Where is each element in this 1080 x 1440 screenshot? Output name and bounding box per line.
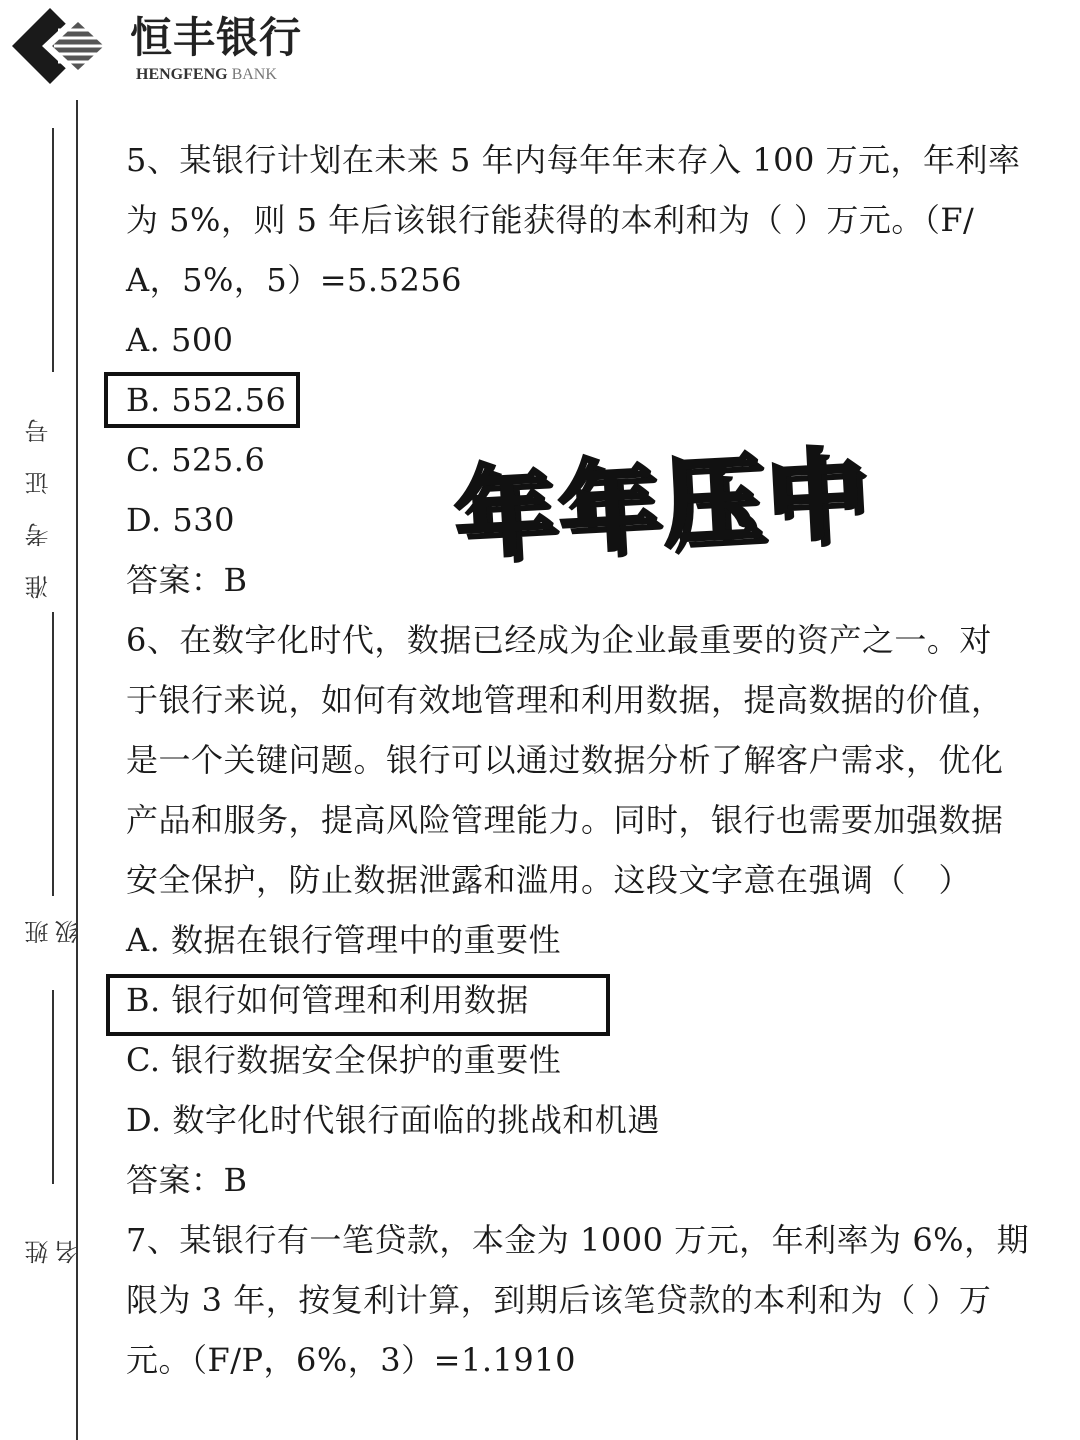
question-5-answer: 答案：B	[126, 561, 248, 599]
question-6-answer: 答案：B	[126, 1161, 248, 1199]
question-5-option-c: C. 525.6	[126, 441, 266, 479]
question-5-option-d: D. 530	[126, 501, 235, 539]
question-6-option-c: C. 银行数据安全保护的重要性	[126, 1041, 562, 1079]
question-5-option-a: A. 500	[126, 321, 234, 359]
bank-name-en	[136, 66, 277, 84]
bank-name-en-light: BANK	[227, 66, 277, 83]
question-7-stem-line: 元。（F/P，6%，3）=1.1910	[126, 1341, 576, 1379]
question-6-stem-line: 于银行来说，如何有效地管理和利用数据，提高数据的价值，	[126, 681, 1004, 719]
bank-name-cn: 恒丰银行	[130, 13, 303, 62]
question-6-option-b	[126, 970, 1038, 1030]
question-6-stem-line: 6、在数字化时代，数据已经成为企业最重要的资产之一。对	[126, 621, 992, 659]
stamp-text: 年年压中	[452, 437, 874, 573]
question-5-stem-line: 5、某银行计划在未来 5 年内每年年末存入 100 万元，年利率	[126, 141, 1021, 179]
question-6-option-d: D. 数字化时代银行面临的挑战和机遇	[126, 1101, 660, 1139]
question-7-stem-line: 7、某银行有一笔贷款，本金为 1000 万元，年利率为 6%，期	[126, 1221, 1030, 1259]
question-6-stem-line: 是一个关键问题。银行可以通过数据分析了解客户需求，优化	[126, 741, 1004, 779]
question-6-option-a: A. 数据在银行管理中的重要性	[126, 921, 561, 959]
question-5-stem-line: 为 5%，则 5 年后该银行能获得的本利和为（ ）万元。（F/	[126, 201, 975, 239]
question-6-option-b-text: B. 银行如何管理和利用数据	[126, 981, 529, 1019]
exam-number-label	[24, 380, 54, 610]
question-6-stem-line: 安全保护，防止数据泄露和滥用。这段文字意在强调（ ）	[126, 861, 972, 899]
class-label	[24, 870, 83, 970]
question-6-stem-line: 产品和服务，提高风险管理能力。同时，银行也需要加强数据	[126, 801, 1004, 839]
question-5-stem-line: A，5%，5）=5.5256	[126, 261, 463, 299]
class-label-text: 班 级	[25, 896, 83, 944]
question-5-option-b	[126, 370, 1038, 430]
name-label	[24, 1190, 83, 1290]
answer-highlight-box	[104, 372, 300, 428]
exam-number-label-text: 准考证号	[25, 391, 53, 599]
margin-blank-line	[52, 612, 54, 896]
bank-logo	[12, 8, 322, 88]
question-5-option-b-text: B. 552.56	[126, 381, 287, 419]
bank-name-en-bold: HENGFENG	[136, 66, 228, 83]
name-label-text: 姓 名	[25, 1216, 83, 1264]
margin-blank-line	[52, 990, 54, 1184]
question-content	[126, 130, 1038, 1390]
margin-blank-line	[52, 128, 54, 372]
bank-logo-mark-icon	[12, 8, 116, 84]
question-7-stem-line: 限为 3 年，按复利计算，到期后该笔贷款的本利和为（ ）万	[126, 1281, 992, 1319]
answer-highlight-box	[106, 974, 610, 1036]
